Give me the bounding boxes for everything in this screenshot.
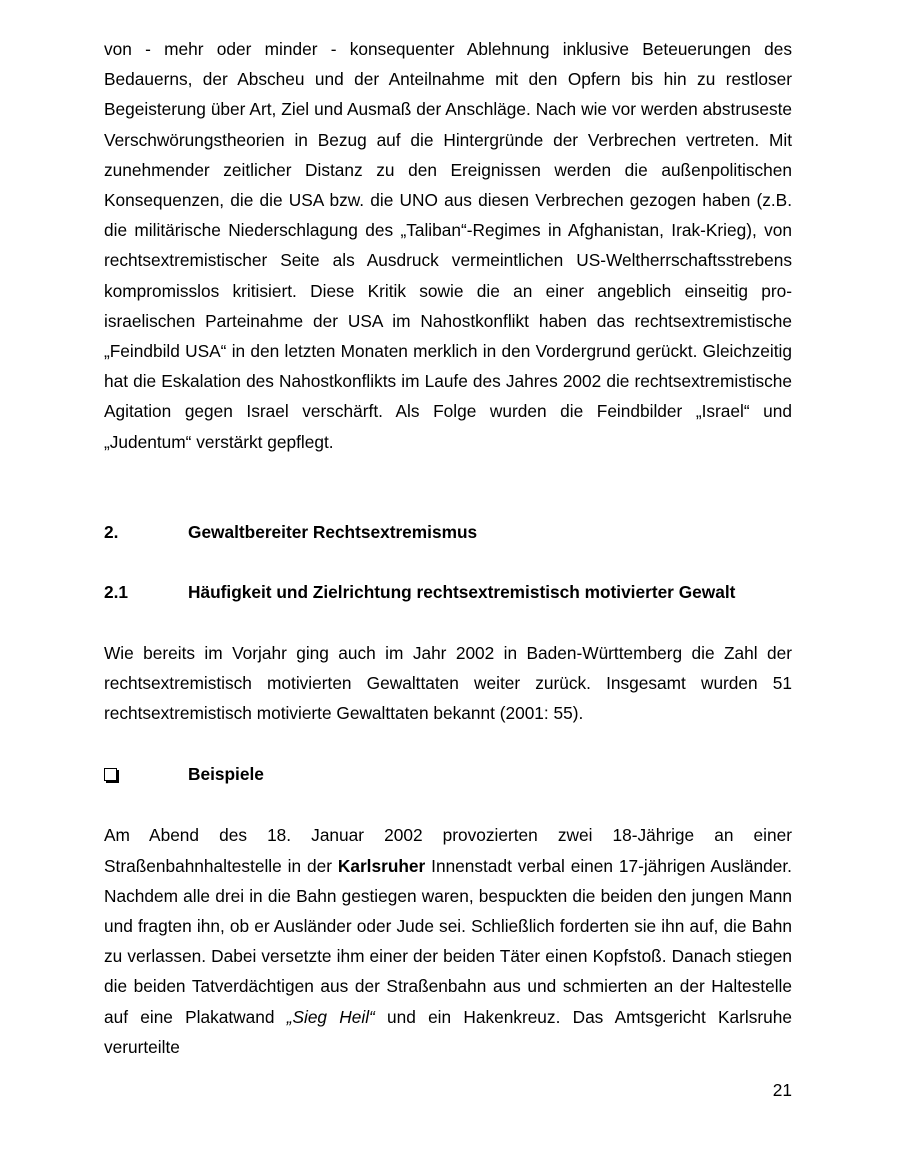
page-number: 21 [772,1080,792,1100]
section-2-1-heading [104,577,792,607]
section-2-heading [104,517,792,547]
checkbox-icon [104,768,117,781]
section-2-1-title: Häufigkeit und Zielrichtung rechtsextremistisch motivierter Gewalt [188,581,736,602]
section-2-1-paragraph: Wie bereits im Vorjahr ging auch im Jahr 2002 in Baden-Württemberg die Zahl der rechtsextremistisch motivierten Gewalttaten weiter zurück. Insgesamt wurden 51 rechtsextremistisch motivierte Gewalttaten bekannt (2001: 55). [104,642,792,724]
document-page [104,34,792,1062]
intro-paragraph: von - mehr oder minder - konsequenter Ablehnung inklusive Beteuerungen des Bedauerns, der Abscheu und der Anteilnahme mit den Opfern bis hin zu restloser Begeisterung über Art, Ziel und Ausmaß der Anschläge. Nach wie vor werden abstruseste Verschwörungstheorien in Bezug auf die Hintergründe der Verbrechen vertreten. Mit zunehmender zeitlicher Distanz zu den Ereignissen werden die außenpolitischen Konsequenzen, die die USA bzw. die UNO aus diesen Verbrechen gezogen haben (z.B. die militärische Niederschlagung des „Taliban“-Regimes in Afghanistan, Irak-Krieg), von rechtsextremistischer Seite als Ausdruck vermeintlichen US-Weltherrschaftsstrebens kompromisslos kritisiert. Diese Kritik sowie die an einer angeblich einseitig pro-israelischen Parteinahme der USA im Nahostkonflikt haben das rechtsextremistische „Feindbild USA“ in den letzten Monaten merklich in den Vordergrund gerückt. Gleichzeitig hat die Eskalation des Nahostkonflikts im Laufe des Jahres 2002 die rechtsextremistische Agitation gegen Israel verschärft. Als Folge wurden die Feindbilder „Israel“ und „Judentum“ verstärkt gepflegt. [104,39,792,452]
examples-heading [104,759,792,789]
examples-text-middle: Innenstadt verbal einen 17-jährigen Ausländer. Nachdem alle drei in die Bahn gestiegen waren, bespuckten die beiden den jungen Mann und fragten ihn, ob er Ausländer oder Jude sei. Schließlich forderten sie ihn auf, die Bahn zu verlassen. Dabei versetzte ihm einer der beiden Täter einen Kopfstoß. Danach stiegen die beiden Tatverdächtigen aus der Straßenbahn aus und schmierten an der Haltestelle auf eine Plakatwand [104,855,792,1027]
section-2-1-number: 2.1 [104,581,129,602]
examples-paragraph [104,820,792,1062]
examples-bold-city: Karlsruher [337,855,426,876]
examples-title: Beispiele [188,764,264,785]
examples-italic-quote: „Sieg Heil“ [286,1006,375,1027]
examples-text-start: Am Abend des 18. Januar 2002 provozierten zwei 18-Jährige an einer Straßenbahnhaltestelle in der [104,825,792,876]
section-2-title: Gewaltbereiter Rechtsextremismus [188,521,478,542]
section-2-number: 2. [104,521,119,542]
examples-text-end: und ein Hakenkreuz. Das Amtsgericht Karlsruhe verurteilte [104,1006,792,1057]
